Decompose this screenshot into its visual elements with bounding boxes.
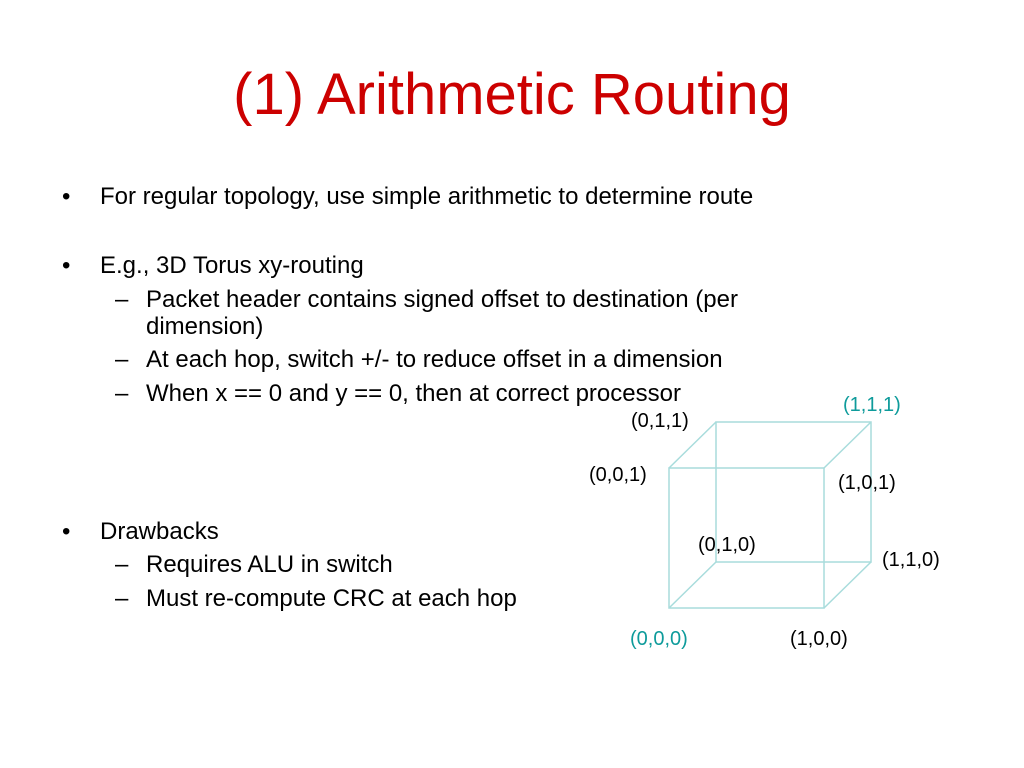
bullet-text: E.g., 3D Torus xy-routing bbox=[100, 252, 364, 279]
cube-edge bbox=[824, 562, 871, 608]
vertex-label-001: (0,0,1) bbox=[589, 464, 647, 486]
sub-bullet-text: Packet header contains signed offset to destination (per bbox=[146, 286, 738, 313]
bullet-marker: • bbox=[62, 518, 71, 545]
bullet-text: For regular topology, use simple arithmetic to determine route bbox=[100, 183, 754, 210]
bullet-text: Drawbacks bbox=[100, 518, 219, 545]
sub-bullet-marker: – bbox=[115, 380, 129, 407]
vertex-label-011: (0,1,1) bbox=[631, 410, 689, 432]
sub-bullet-text: Requires ALU in switch bbox=[146, 551, 393, 578]
vertex-label-110: (1,1,0) bbox=[882, 549, 940, 571]
vertex-label-000: (0,0,0) bbox=[630, 628, 688, 650]
cube-edge bbox=[824, 422, 871, 468]
vertex-label-111: (1,1,1) bbox=[843, 394, 901, 416]
vertex-label-101: (1,0,1) bbox=[838, 472, 896, 494]
sub-bullet-text: When x == 0 and y == 0, then at correct processor bbox=[146, 380, 681, 407]
slide-title: (1) Arithmetic Routing bbox=[233, 62, 791, 127]
vertex-label-010: (0,1,0) bbox=[698, 534, 756, 556]
cube-edge bbox=[669, 562, 716, 608]
sub-bullet-text: Must re-compute CRC at each hop bbox=[146, 585, 517, 612]
sub-bullet-marker: – bbox=[115, 585, 129, 612]
bullet-marker: • bbox=[62, 183, 71, 210]
sub-bullet-text: dimension) bbox=[146, 313, 264, 340]
vertex-label-100: (1,0,0) bbox=[790, 628, 848, 650]
sub-bullet-marker: – bbox=[115, 551, 129, 578]
bullet-marker: • bbox=[62, 252, 71, 279]
sub-bullet-marker: – bbox=[115, 286, 129, 313]
sub-bullet-text: At each hop, switch +/- to reduce offset in a dimension bbox=[146, 346, 723, 373]
sub-bullet-marker: – bbox=[115, 346, 129, 373]
